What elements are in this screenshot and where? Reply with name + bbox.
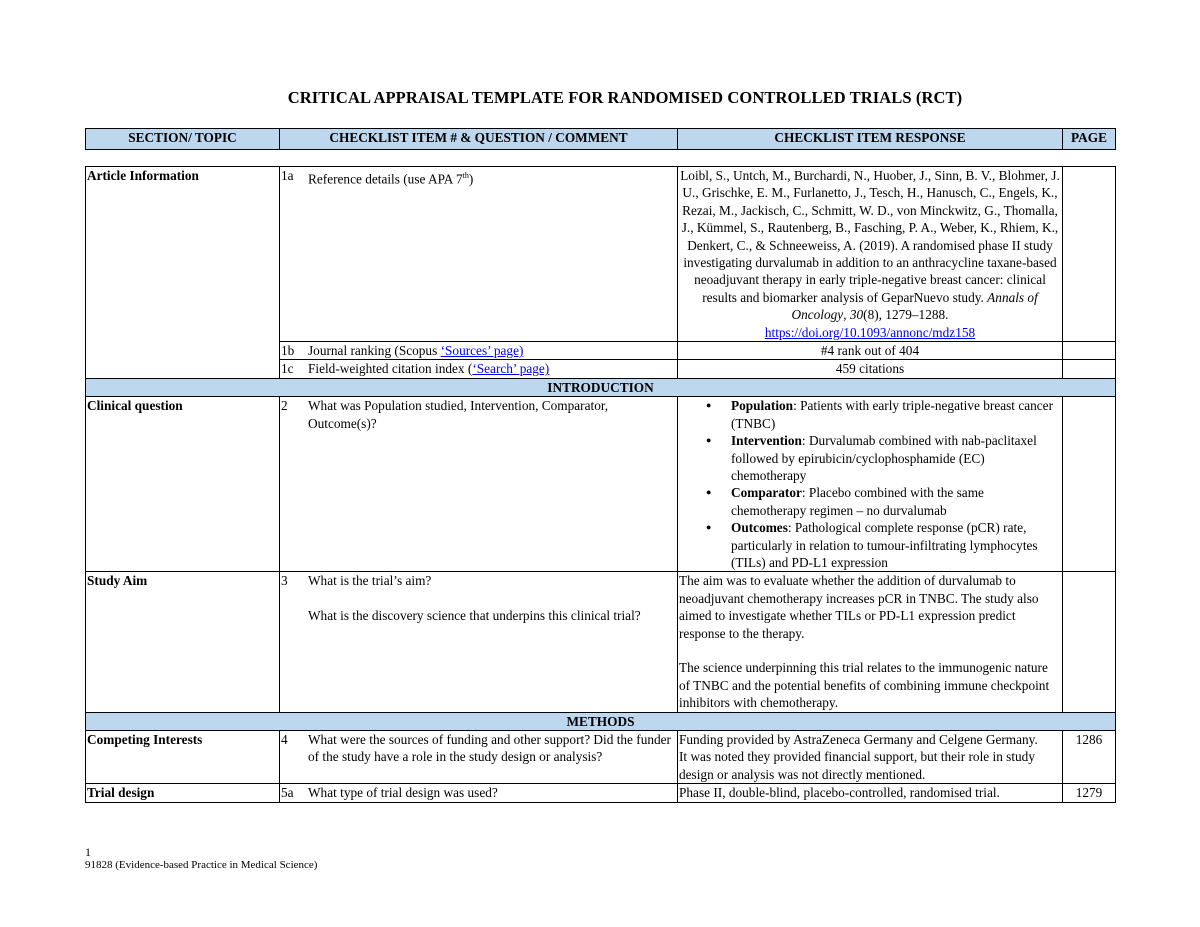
item-number: 2 [281, 398, 288, 414]
page-cell [1063, 342, 1116, 360]
checklist-item-1a [280, 167, 678, 342]
item-question [308, 572, 676, 624]
reference-volume: 30 [849, 307, 864, 323]
reference-text: Loibl, S., Untch, M., Burchardi, N., Huober, J., Sinn, B. V., Blohmer, J. U., Grischke, E. M., Furlanetto, J., Tesch, H., Hanusch, C., Engels, K., Rezai, M., Jackisch, C., Schmitt, W. D., von Minckwitz, G., Thomalla, J., Kümmel, S., Rautenberg, B., Fasching, P. A., Weber, K., Rhiem, K., Denkert, C., & Schneeweiss, A. (2019). A randomised phase II study investigating durvalumab in addition to an anthracycline taxane-based neoadjuvant therapy in early triple-negative breast cancer: clinical results and biomarker analysis of GeparNuevo study. [680, 168, 1060, 305]
aim-response-2: The science underpinning this trial relates to the immunogenic nature of TNBC and the potential benefits of combining immune checkpoint inhibitors with chemotherapy. [679, 660, 1050, 711]
section-study-aim: Study Aim [86, 572, 280, 712]
item-question: What was Population studied, Intervention, Comparator, Outcome(s)? [308, 398, 609, 431]
checklist-item-1b [280, 342, 678, 360]
item-question: Field-weighted citation index ( [308, 361, 473, 377]
page-cell [1063, 167, 1116, 342]
response-reference: Loibl, S., Untch, M., Burchardi, N., Huober, J., Sinn, B. V., Blohmer, J. U., Grischke, E. M., Furlanetto, J., Tesch, H., Hanusch, C., Engels, K., Rezai, M., Jackisch, C., Schmitt, W. D., von Minckwitz, G., Thomalla, J., Kümmel, S., Rautenberg, B., Fasching, P. A., Weber, K., Rhiem, K., Denkert, C., & Schneeweiss, A. (2019). A randomised phase II study investigating durvalumab in addition to an anthracycline taxane-based neoadjuvant therapy in early triple-negative breast cancer: clinical results and biomarker analysis of GeparNuevo study. Annals of Oncology, 30(8), 1279–1288. https://doi.org/10.1093/annonc/mdz158 [678, 167, 1063, 342]
header-item-response: CHECKLIST ITEM RESPONSE [678, 129, 1063, 150]
response-journal-ranking: #4 rank out of 404 [678, 342, 1063, 360]
item-number: 5a [281, 785, 294, 801]
footer-page-number: 1 [85, 845, 91, 859]
aim-response-1: The aim was to evaluate whether the addition of durvalumab to neoadjuvant chemotherapy increases pCR in TNBC. The study also aimed to investigate whether TILs or PD-L1 expression predict response to the therapy. [679, 573, 1039, 641]
aim-question-1: What is the trial’s aim? [308, 573, 432, 589]
introduction-banner: INTRODUCTION [86, 378, 1116, 396]
pico-list [679, 397, 1061, 571]
aim-question-2: What is the discovery science that underpins this clinical trial? [308, 608, 641, 624]
header-section-topic: SECTION/ TOPIC [86, 129, 280, 150]
funding-response-1: Funding provided by AstraZeneca Germany and Celgene Germany. [679, 732, 1038, 747]
item-number: 1a [281, 168, 294, 183]
page-cell [1063, 360, 1116, 378]
table-header-row [86, 129, 1116, 150]
table-row-4 [86, 731, 1116, 784]
response-trial-design: Phase II, double-blind, placebo-controlled, randomised trial. [678, 784, 1063, 802]
scopus-search-link[interactable]: ‘Search’ page) [472, 361, 550, 377]
footer-course: 91828 (Evidence-based Practice in Medical Science) [85, 859, 318, 871]
table-row-2 [86, 397, 1116, 572]
section-clinical-question: Clinical question [86, 397, 280, 572]
response-competing-interests [678, 731, 1063, 784]
reference-journal: Annals of Oncology [791, 289, 1038, 323]
item-number: 1c [281, 361, 294, 377]
header-page: PAGE [1063, 129, 1116, 150]
item-number: 4 [281, 732, 288, 747]
item-question: What type of trial design was used? [308, 785, 498, 801]
pico-outcomes: ● Outcomes: Pathological complete response (pCR) rate, particularly in relation to tumour-infiltrating lymphocytes (TILs) and PD-L1 expression [731, 519, 1061, 571]
header-checklist-item: CHECKLIST ITEM # & QUESTION / COMMENT [280, 129, 678, 150]
introduction-banner-row [86, 378, 1116, 396]
response-pico [678, 397, 1063, 572]
reference-issue-pages: (8), 1279–1288. [863, 307, 949, 323]
section-article-information: Article Information [86, 167, 280, 379]
scopus-sources-link[interactable]: ‘Sources’ page) [440, 343, 524, 359]
page-cell: 1279 [1063, 784, 1116, 802]
page-cell [1063, 572, 1116, 712]
methods-banner: METHODS [86, 712, 1116, 730]
response-citations: 459 citations [678, 360, 1063, 378]
table-row-3 [86, 572, 1116, 712]
checklist-item-3 [280, 572, 678, 712]
pico-comparator: ● Comparator: Placebo combined with the same chemotherapy regimen – no durvalumab [731, 484, 1061, 519]
item-question: Reference details (use APA 7th) [308, 171, 474, 187]
document-title: CRITICAL APPRAISAL TEMPLATE FOR RANDOMISED CONTROLLED TRIALS (RCT) [287, 88, 963, 107]
spacer-row [86, 150, 1116, 167]
checklist-item-1c [280, 360, 678, 378]
pico-intervention: ● Intervention: Durvalumab combined with nab-paclitaxel followed by epirubicin/cyclophosphamide (EC) chemotherapy [731, 432, 1061, 484]
checklist-item-5a [280, 784, 678, 802]
section-trial-design: Trial design [86, 784, 280, 802]
funding-response-2: It was noted they provided financial support, but their role in study design or analysis was not directly mentioned. [679, 749, 1035, 782]
doi-link[interactable]: https://doi.org/10.1093/annonc/mdz158 [764, 324, 976, 340]
item-number: 1b [281, 343, 295, 359]
page-cell: 1286 [1063, 731, 1116, 784]
response-study-aim [678, 572, 1063, 712]
page-cell [1063, 397, 1116, 572]
section-competing-interests: Competing Interests [86, 731, 280, 784]
table-row-1a [86, 167, 1116, 342]
appraisal-table [85, 128, 1116, 803]
item-number: 3 [281, 573, 288, 589]
checklist-item-4 [280, 731, 678, 784]
table-row-5a [86, 784, 1116, 802]
methods-banner-row [86, 712, 1116, 730]
item-question: Journal ranking (Scopus [308, 343, 441, 359]
pico-population: ● Population: Patients with early triple-negative breast cancer (TNBC) [731, 397, 1061, 432]
checklist-item-2 [280, 397, 678, 572]
item-question: What were the sources of funding and other support? Did the funder of the study have a role in the study design or analysis? [308, 732, 671, 765]
